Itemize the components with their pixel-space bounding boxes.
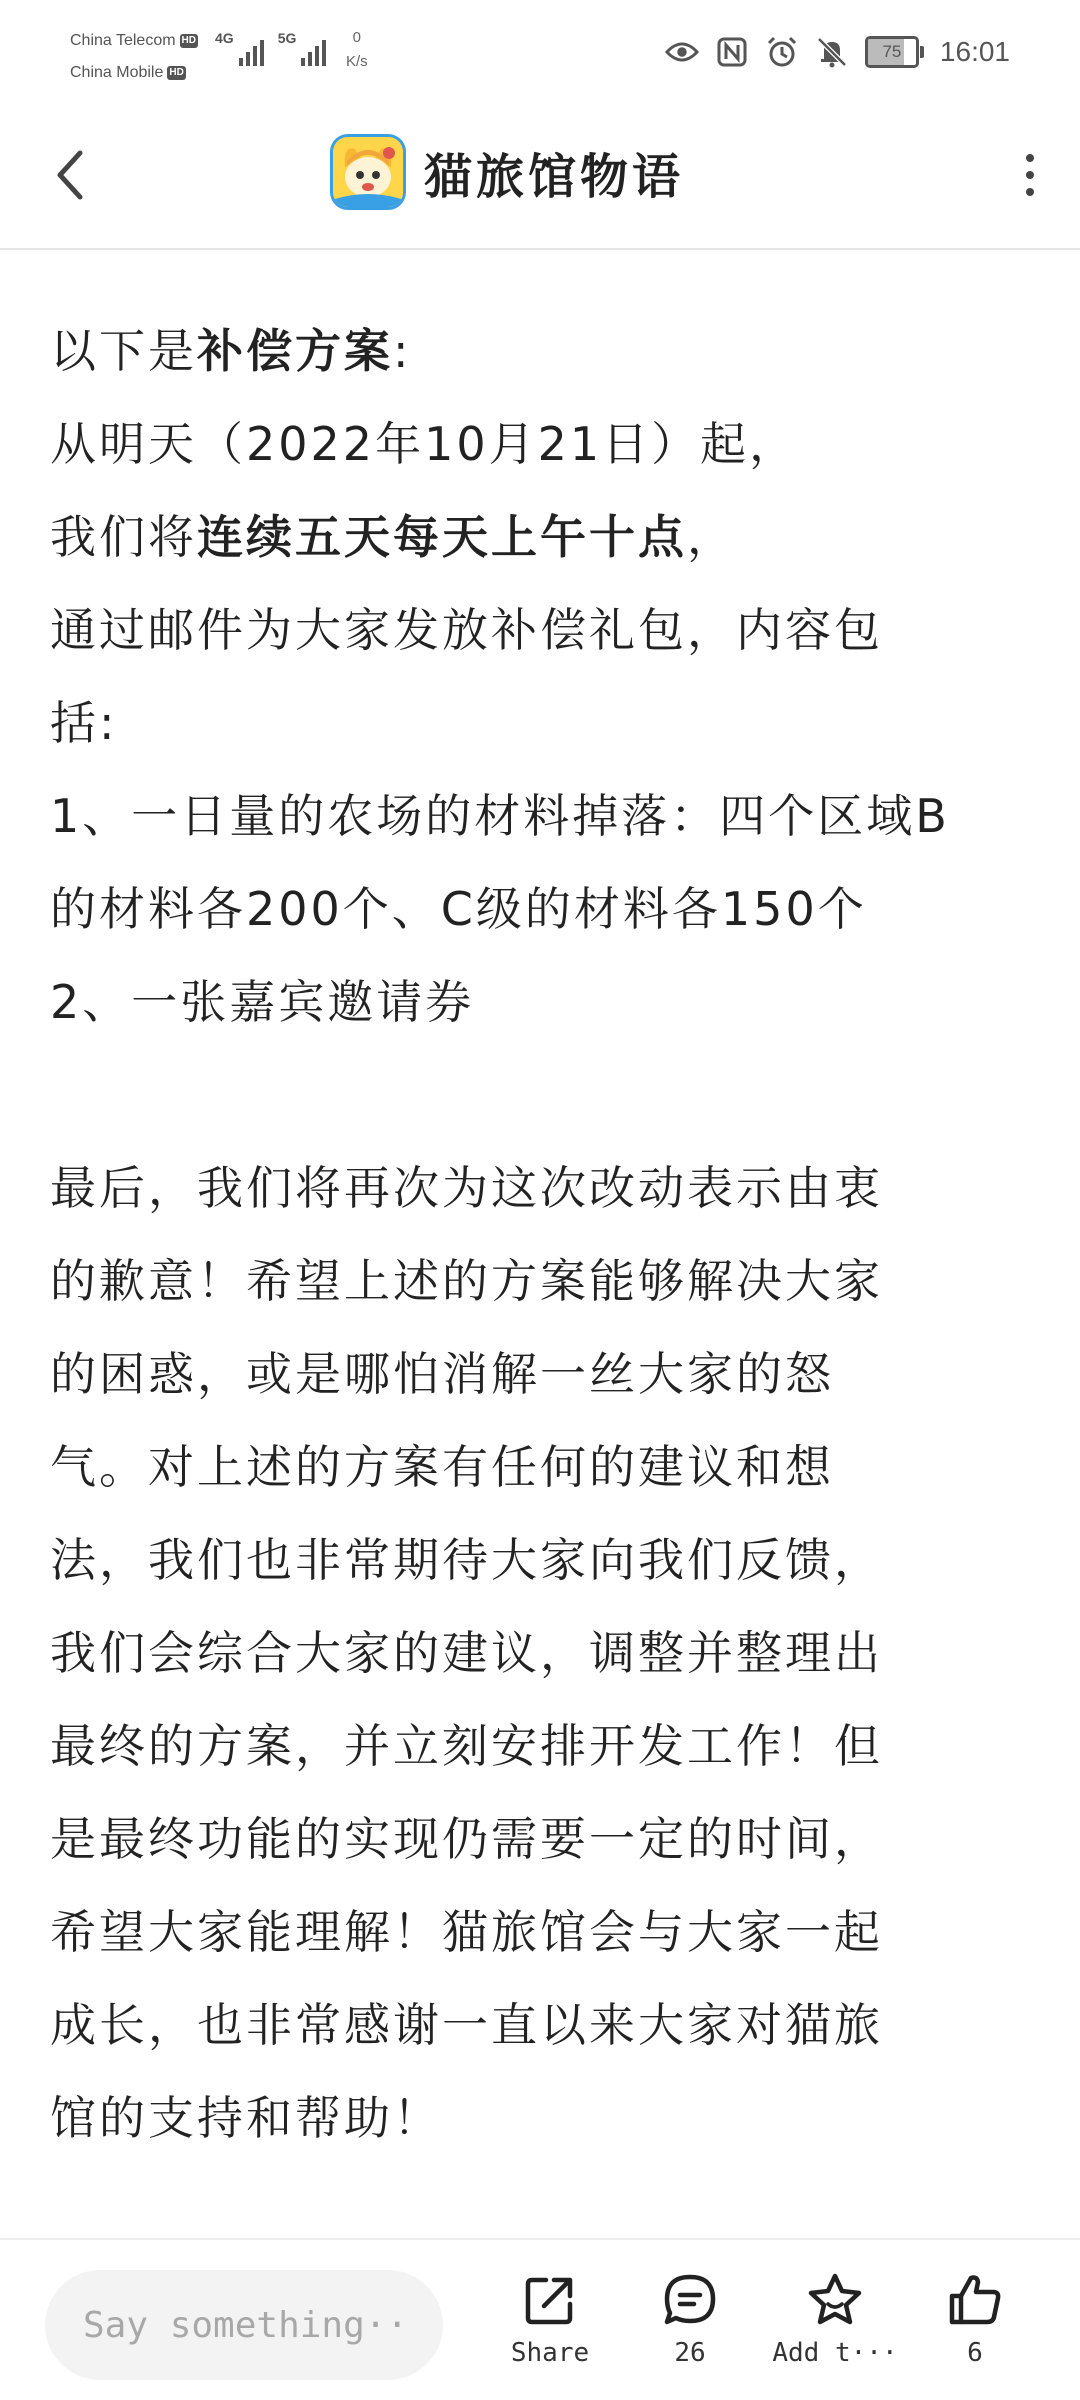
bold-text: 连续五天每天上午十点	[197, 510, 687, 564]
clock: 16:01	[939, 36, 1010, 67]
content-line: 法，我们也非常期待大家向我们反馈，	[50, 1533, 883, 1587]
content-line: 成长，也非常感谢一直以来大家对猫旅	[50, 1998, 883, 2052]
page-title: 猫旅馆物语	[424, 148, 685, 205]
content-line: 的困惑，或是哪怕消解一丝大家的怒	[50, 1347, 834, 1401]
share-button[interactable]	[500, 2272, 600, 2368]
comment-button[interactable]	[645, 2272, 735, 2368]
content-line: 2、一张嘉宾邀请券	[50, 975, 475, 1029]
add-to-favorites-button[interactable]	[770, 2272, 900, 2368]
post-content	[50, 305, 1040, 2165]
content-line: 是最终功能的实现仍需要一定的时间，	[50, 1812, 883, 1866]
content-line: 1、一日量的农场的材料掉落：四个区域B	[50, 789, 950, 843]
favorites-label: Add t···	[772, 2338, 898, 2368]
content-line: 以下是补偿方案:	[50, 324, 412, 378]
share-label: Share	[510, 2338, 590, 2368]
content-line: 气。对上述的方案有任何的建议和想	[50, 1440, 834, 1494]
content-line: 我们会综合大家的建议，调整并整理出	[50, 1626, 883, 1680]
nfc-icon	[715, 35, 749, 69]
signal-group	[215, 30, 326, 66]
bold-text: 补偿方案	[197, 324, 393, 378]
carrier-2: China Mobile	[70, 64, 164, 81]
comment-input[interactable]	[45, 2270, 443, 2380]
carrier-info	[70, 25, 198, 89]
content-line: 括:	[50, 696, 118, 750]
app-avatar[interactable]	[330, 134, 406, 210]
content-line: 最后，我们将再次为这次改动表示由衷	[50, 1161, 883, 1215]
content-line: 通过邮件为大家发放补偿礼包，内容包	[50, 603, 883, 657]
content-line: 的歉意！希望上述的方案能够解决大家	[50, 1254, 883, 1308]
comment-bubble-icon	[662, 2272, 718, 2328]
battery-level: 75	[882, 42, 902, 61]
carrier-1: China Telecom	[70, 32, 176, 49]
star-icon	[806, 2272, 864, 2328]
content-line: 从明天（2022年10月21日）起，	[50, 417, 799, 471]
content-line: 最终的方案，并立刻安排开发工作！但	[50, 1719, 883, 1773]
status-bar	[0, 0, 1080, 105]
bottom-action-bar	[0, 2238, 1080, 2400]
alarm-icon	[765, 35, 799, 69]
comment-count: 26	[674, 2338, 706, 2368]
paragraph-spacer	[50, 1049, 1040, 1142]
eye-icon	[665, 35, 699, 69]
back-button[interactable]	[40, 135, 100, 215]
app-header	[0, 105, 1080, 250]
thumbs-up-icon	[947, 2272, 1003, 2328]
more-vertical-icon	[1026, 154, 1034, 162]
hd-badge: HD	[169, 67, 184, 78]
like-count: 6	[967, 2338, 983, 2368]
network-speed: 0 K/s	[346, 29, 368, 70]
hd-badge: HD	[181, 35, 196, 46]
content-line: 馆的支持和帮助！	[50, 2091, 442, 2145]
signal-4g-icon: 4G	[215, 30, 264, 66]
mute-bell-icon	[815, 35, 849, 69]
content-line: 希望大家能理解！猫旅馆会与大家一起	[50, 1905, 883, 1959]
signal-5g-icon: 5G	[278, 30, 327, 66]
chevron-left-icon	[55, 150, 85, 200]
more-options-button[interactable]	[1010, 140, 1050, 210]
content-line: 我们将连续五天每天上午十点，	[50, 510, 736, 564]
battery-icon	[865, 36, 924, 68]
cat-mascot-icon	[333, 137, 403, 207]
header-center[interactable]	[330, 127, 684, 217]
content-line: 的材料各200个、C级的材料各150个	[50, 882, 867, 936]
share-icon	[522, 2272, 578, 2328]
like-button[interactable]	[930, 2272, 1020, 2368]
